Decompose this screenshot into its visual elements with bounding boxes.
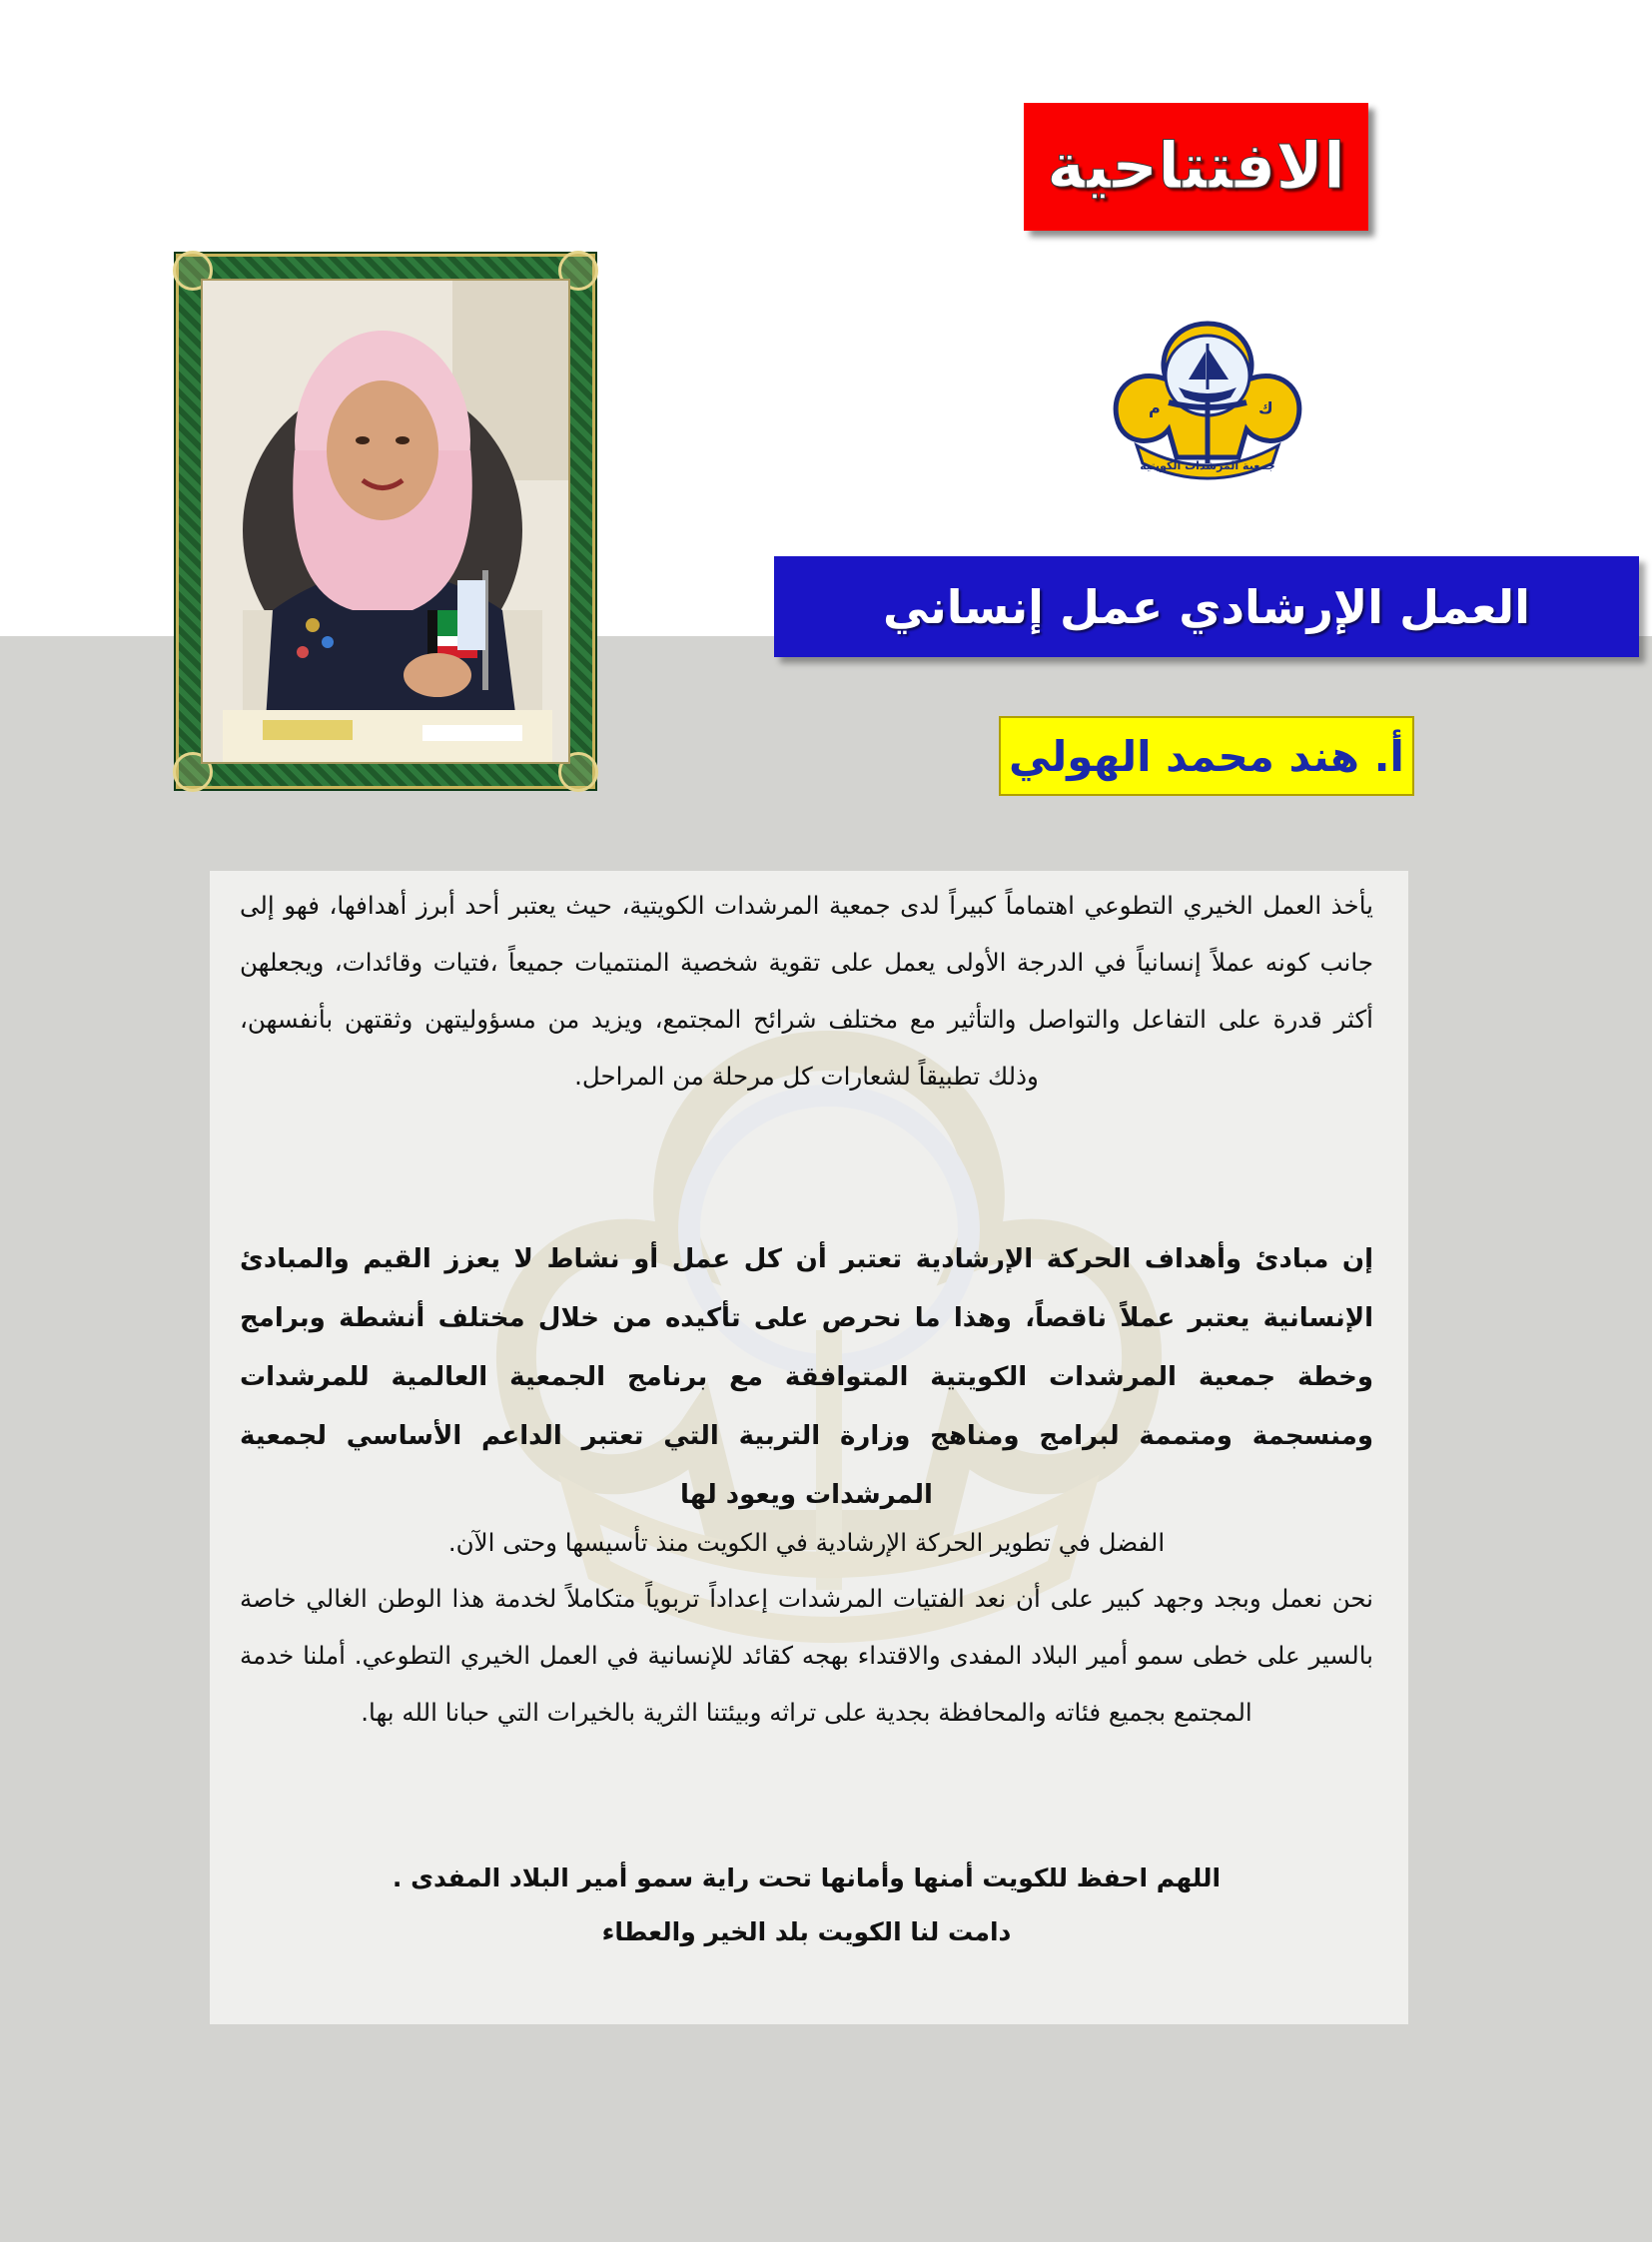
logo-letter-left: م bbox=[1149, 398, 1161, 417]
closing-slogan: دامت لنا الكويت بلد الخير والعطاء bbox=[601, 1917, 1012, 1946]
article-paragraph-2-end: الفضل في تطوير الحركة الإرشادية في الكويت منذ تأسيسها وحتى الآن. bbox=[447, 1528, 1166, 1557]
trefoil-logo-icon bbox=[1109, 318, 1306, 481]
section-title: الافتتاحية bbox=[1047, 130, 1345, 204]
author-name: أ. هند محمد الهولي bbox=[1009, 731, 1404, 781]
logo-letter-right: ك bbox=[1258, 398, 1273, 417]
section-title-banner bbox=[1024, 103, 1368, 231]
article-paragraph-3: نحن نعمل وبجد وجهد كبير على أن نعد الفتيات المرشدات إعداداً تربوياً متكاملاً لخدمة هذا الوطن الغالي خاصة بالسير على خطى سمو أمير البلاد المفدى والاقتداء بهجه كقائد للإنسانية في العمل الخيري التطوعي. أملنا خدمة المجتمع بجميع فئاته والمحافظة بجدية على تراثه وبيئتنا الثرية بالخيرات التي حبانا الله بها. bbox=[240, 1584, 1373, 1727]
article-title: العمل الإرشادي عمل إنساني bbox=[883, 579, 1530, 634]
logo-caption: جمعية المرشدات الكويتية bbox=[1140, 459, 1275, 472]
author-portrait-illustration bbox=[203, 281, 570, 764]
author-name-box bbox=[999, 716, 1414, 796]
kuwait-girl-guides-logo bbox=[1109, 318, 1306, 481]
author-photo bbox=[201, 279, 570, 764]
author-photo-frame bbox=[176, 254, 595, 789]
closing-prayer: اللهم احفظ للكويت أمنها وأمانها تحت راية سمو أمير البلاد المفدى . bbox=[392, 1864, 1222, 1892]
article-title-banner bbox=[774, 556, 1639, 657]
article-text-panel bbox=[210, 871, 1408, 2024]
article-paragraph-2: إن مبادئ وأهداف الحركة الإرشادية تعتبر أن كل عمل أو نشاط لا يعزز القيم والمبادئ الإنسانية يعتبر عملاً ناقصاً، وهذا ما نحرص على تأكيده من خلال مختلف أنشطة وبرامج وخطة جمعية المرشدات الكويتية المتوافقة مع برنامج الجمعية العالمية للمرشدات ومنسجمة ومتممة لبرامج ومناهج وزارة التربية التي تعتبر الداعم الأساسي لجمعية المرشدات ويعود لها bbox=[240, 1244, 1373, 1510]
article-paragraph-1: يأخذ العمل الخيري التطوعي اهتماماً كبيراً لدى جمعية المرشدات الكويتية، حيث يعتبر أحد أبرز أهدافها، فهو إلى جانب كونه عملاً إنسانياً في الدرجة الأولى يعمل على تقوية شخصية المنتميات جميعاً ،فتيات وقائدات، ويجعلهن أكثر قدرة على التفاعل والتواصل والتأثير مع مختلف شرائح المجتمع، ويزيد من مسؤوليتهن وثقتهن بأنفسهن، وذلك تطبيقاً لشعارات كل مرحلة من المراحل. bbox=[240, 891, 1373, 1091]
